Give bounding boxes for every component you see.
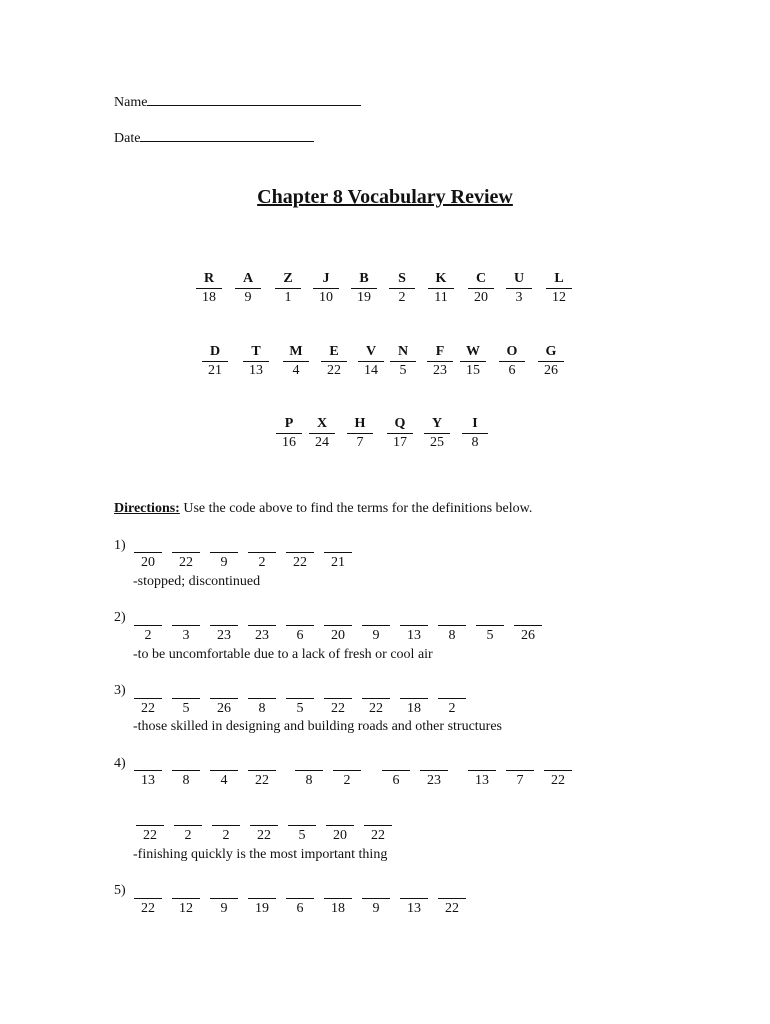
code-key-number: 14 [364,363,378,378]
code-key-cell-y [424,416,450,452]
code-key-number: 3 [515,290,523,305]
code-key-number: 25 [430,435,444,450]
code-key-cell-h [347,416,373,452]
code-key-cell-x [309,416,335,452]
answer-blank[interactable] [172,698,200,699]
name-line[interactable] [147,105,361,106]
code-key-letter: R [196,271,222,289]
code-key-number: 18 [202,290,216,305]
code-number: 22 [371,828,385,843]
code-number: 22 [293,555,307,570]
code-number: 20 [331,628,345,643]
code-number: 6 [296,628,304,643]
code-key-letter: X [309,416,335,434]
answer-blank[interactable] [506,770,534,771]
code-key-number: 22 [327,363,341,378]
code-number: 20 [333,828,347,843]
code-key-cell-w [460,344,486,380]
code-key-cell-k [428,271,454,307]
code-key-number: 26 [544,363,558,378]
code-number: 5 [298,828,306,843]
code-key-letter: I [462,416,488,434]
question-number: 3) [114,683,126,698]
answer-blank[interactable] [400,698,428,699]
answer-blank[interactable] [210,770,238,771]
code-key-number: 7 [356,435,364,450]
code-key-letter: C [468,271,494,289]
code-key-letter: F [427,344,453,362]
code-key-number: 1 [284,290,292,305]
answer-blank[interactable] [248,552,276,553]
answer-blank[interactable] [172,898,200,899]
code-number: 21 [331,555,345,570]
code-number: 22 [255,773,269,788]
code-number: 13 [141,773,155,788]
code-key-letter: A [235,271,261,289]
code-key-cell-g [538,344,564,380]
code-number: 22 [141,901,155,916]
answer-blank[interactable] [210,898,238,899]
code-key-cell-n [390,344,416,380]
page-title: Chapter 8 Vocabulary Review [257,186,513,208]
code-key-letter: Y [424,416,450,434]
code-key-cell-e [321,344,347,380]
code-number: 2 [144,628,152,643]
answer-blank[interactable] [212,825,240,826]
question-number: 2) [114,610,126,625]
code-key-number: 23 [433,363,447,378]
code-key-letter: E [321,344,347,362]
code-key-cell-i [462,416,488,452]
code-number: 13 [407,628,421,643]
code-number: 22 [141,701,155,716]
code-key-number: 17 [393,435,407,450]
answer-blank[interactable] [210,625,238,626]
answer-blank[interactable] [286,552,314,553]
code-key-number: 8 [471,435,479,450]
answer-blank[interactable] [174,825,202,826]
code-key-letter: P [276,416,302,434]
code-key-number: 13 [249,363,263,378]
code-key-cell-r [196,271,222,307]
code-key-letter: V [358,344,384,362]
code-key-number: 6 [508,363,516,378]
code-number: 22 [179,555,193,570]
code-number: 3 [182,628,190,643]
code-key-letter: K [428,271,454,289]
answer-blank[interactable] [288,825,316,826]
code-key-letter: J [313,271,339,289]
code-key-letter: U [506,271,532,289]
definition: -to be uncomfortable due to a lack of fresh or cool air [133,647,433,662]
code-number: 26 [521,628,535,643]
code-key-number: 10 [319,290,333,305]
code-number: 5 [182,701,190,716]
code-number: 13 [475,773,489,788]
answer-blank[interactable] [400,898,428,899]
code-key-number: 20 [474,290,488,305]
code-key-letter: O [499,344,525,362]
code-number: 23 [255,628,269,643]
code-number: 7 [516,773,524,788]
code-key-number: 12 [552,290,566,305]
answer-blank[interactable] [324,698,352,699]
answer-blank[interactable] [136,825,164,826]
answer-blank[interactable] [134,625,162,626]
definition: -finishing quickly is the most important thing [133,847,388,862]
answer-blank[interactable] [382,770,410,771]
answer-blank[interactable] [210,552,238,553]
code-key-letter: T [243,344,269,362]
code-key-cell-d [202,344,228,380]
code-number: 6 [296,901,304,916]
answer-blank[interactable] [134,698,162,699]
answer-blank[interactable] [248,770,276,771]
answer-blank[interactable] [326,825,354,826]
answer-blank[interactable] [476,625,504,626]
answer-blank[interactable] [438,698,466,699]
answer-blank[interactable] [172,552,200,553]
code-number: 2 [222,828,230,843]
code-number: 2 [448,701,456,716]
code-key-cell-p [276,416,302,452]
answer-blank[interactable] [544,770,572,771]
code-key-cell-t [243,344,269,380]
code-key-letter: Z [275,271,301,289]
answer-blank[interactable] [324,898,352,899]
answer-blank[interactable] [468,770,496,771]
code-number: 2 [343,773,351,788]
code-number: 26 [217,701,231,716]
code-key-letter: H [347,416,373,434]
answer-blank[interactable] [364,825,392,826]
answer-blank[interactable] [514,625,542,626]
answer-blank[interactable] [172,625,200,626]
name-field [114,95,361,111]
date-field [114,131,314,147]
code-number: 9 [372,901,380,916]
code-number: 5 [486,628,494,643]
code-number: 5 [296,701,304,716]
code-key-letter: D [202,344,228,362]
code-key-letter: S [389,271,415,289]
code-key-number: 9 [244,290,252,305]
code-number: 23 [217,628,231,643]
code-number: 8 [305,773,313,788]
answer-blank[interactable] [362,625,390,626]
code-key-cell-z [275,271,301,307]
directions [114,501,532,517]
code-key-letter: Q [387,416,413,434]
code-key-cell-s [389,271,415,307]
answer-blank[interactable] [134,898,162,899]
code-key-number: 5 [399,363,407,378]
answer-blank[interactable] [286,625,314,626]
code-number: 12 [179,901,193,916]
code-key-cell-u [506,271,532,307]
code-number: 8 [448,628,456,643]
question-number: 4) [114,756,126,771]
code-key-letter: B [351,271,377,289]
code-key-number: 24 [315,435,329,450]
answer-blank[interactable] [295,770,323,771]
code-key-number: 21 [208,363,222,378]
code-number: 6 [392,773,400,788]
code-key-cell-l [546,271,572,307]
code-number: 18 [407,701,421,716]
answer-blank[interactable] [362,898,390,899]
answer-blank[interactable] [210,698,238,699]
code-number: 22 [445,901,459,916]
code-number: 22 [551,773,565,788]
code-key-cell-c [468,271,494,307]
answer-blank[interactable] [420,770,448,771]
name-label: Name [114,95,148,110]
date-label: Date [114,131,141,146]
code-key-cell-b [351,271,377,307]
code-key-cell-q [387,416,413,452]
question-number: 5) [114,883,126,898]
code-number: 18 [331,901,345,916]
code-key-letter: L [546,271,572,289]
code-key-cell-m [283,344,309,380]
answer-blank[interactable] [324,625,352,626]
answer-blank[interactable] [134,770,162,771]
code-key-cell-o [499,344,525,380]
code-number: 9 [220,901,228,916]
code-key-number: 19 [357,290,371,305]
answer-blank[interactable] [362,698,390,699]
code-key-cell-v [358,344,384,380]
code-key-number: 11 [434,290,448,305]
directions-text: Use the code above to find the terms for the definitions below. [179,501,533,516]
code-key-letter: W [460,344,486,362]
code-number: 9 [372,628,380,643]
code-key-number: 2 [398,290,406,305]
answer-blank[interactable] [286,698,314,699]
code-number: 9 [220,555,228,570]
date-line[interactable] [140,141,314,142]
answer-blank[interactable] [248,898,276,899]
answer-blank[interactable] [438,898,466,899]
definition: -stopped; discontinued [133,574,261,589]
question-number: 1) [114,538,126,553]
code-number: 2 [258,555,266,570]
answer-blank[interactable] [248,625,276,626]
code-number: 22 [369,701,383,716]
answer-blank[interactable] [324,552,352,553]
answer-blank[interactable] [333,770,361,771]
code-key-cell-j [313,271,339,307]
code-number: 2 [184,828,192,843]
code-number: 8 [182,773,190,788]
answer-blank[interactable] [134,552,162,553]
code-number: 19 [255,901,269,916]
directions-label: Directions: [114,501,180,516]
code-number: 23 [427,773,441,788]
code-key-cell-a [235,271,261,307]
answer-blank[interactable] [286,898,314,899]
code-key-letter: M [283,344,309,362]
code-number: 22 [257,828,271,843]
answer-blank[interactable] [438,625,466,626]
code-key-letter: N [390,344,416,362]
answer-blank[interactable] [250,825,278,826]
code-number: 13 [407,901,421,916]
code-key-cell-f [427,344,453,380]
code-key-letter: G [538,344,564,362]
answer-blank[interactable] [248,698,276,699]
code-number: 4 [220,773,228,788]
code-key-number: 15 [466,363,480,378]
code-key-number: 16 [282,435,296,450]
code-number: 22 [331,701,345,716]
definition: -those skilled in designing and building roads and other structures [133,719,502,734]
answer-blank[interactable] [172,770,200,771]
answer-blank[interactable] [400,625,428,626]
code-key-number: 4 [292,363,300,378]
code-number: 22 [143,828,157,843]
code-number: 8 [258,701,266,716]
code-number: 20 [141,555,155,570]
